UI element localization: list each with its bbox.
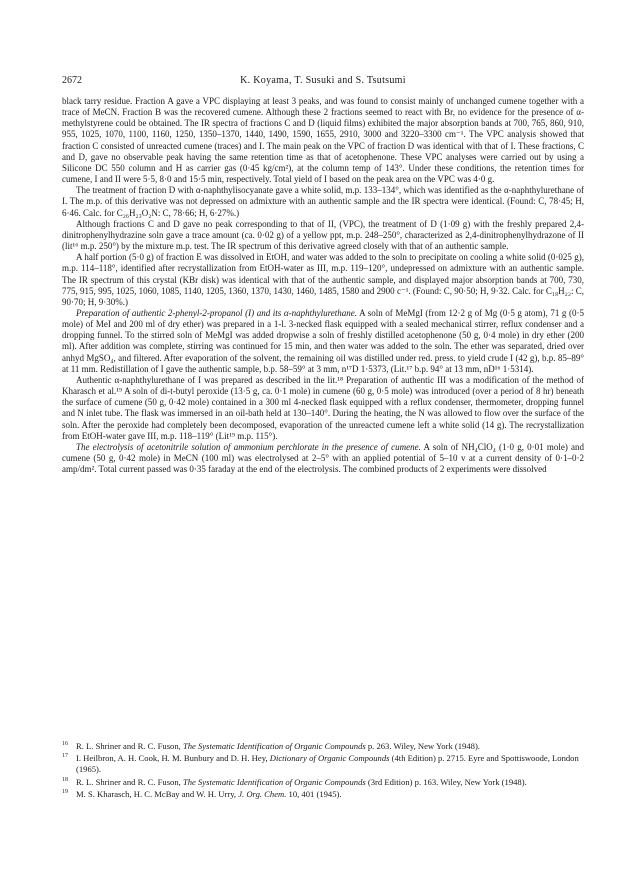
footnote-mark: 16 (62, 741, 68, 747)
page-header (62, 74, 584, 88)
paragraph: Preparation of authentic 2-phenyl-2-propanol (I) and its α-naphthylurethane. A soln of MeMgI (from 12·2 g of Mg (0·5 g atom), 71 g (0·5 mole) of MeI and 200 ml of dry ether) was prepared in a 1-l. 3-necked flask equipped with a sealed mechanical stirrer, reflux condenser and a dropping funnel. To the stirred soln of MeMgI was added dropwise a soln of freshly distilled acetophenone (50 g, 0·4 mole) in dry ether (200 ml). After addition was complete, stirring was continued for 15 min, and then water was added to the soln. The ether was separated, dried over anhyd MgSO₄, and filtered. After evaporation of the solvent, the remaining oil was distilled under red. press. to yield crude I (42 g), b.p. 85–89° at 11 mm. Redistillation of I gave the authentic sample, b.p. 58–59° at 3 mm, n¹⁷D 1·5373, (Lit.¹⁷ b.p. 94° at 13 mm, nD¹⁶ 1·5314). (62, 307, 584, 374)
footnote: 19 M. S. Kharasch, H. C. McBay and W. H. Urry, J. Org. Chem. 10, 401 (1945). (62, 788, 342, 799)
article-body (62, 96, 584, 475)
paragraph: The treatment of fraction D with α-naphthylisocyanate gave a white solid, m.p. 133–134°, which was identified as the α-naphthylurethane of I. The m.p. of this derivative was not depressed on admixture with an authentic sample and the IR spectra were identical. (Found: C, 78·45; H, 6·46. Calc. for C₂₆H₂₃O₂N: C, 78·66; H, 6·27%.) (62, 185, 584, 218)
paragraph: black tarry residue. Fraction A gave a VPC displaying at least 3 peaks, and was found to consist mainly of unchanged cumene together with a trace of MeCN. Fraction B was the recovered cumene. Although these 2 fractions seemed to react with Br, no evidence for the presence of α-methylstyrene could be obtained. The IR spectra of fractions C and D (liquid films) exhibited the major absorption bands at 700, 765, 860, 910, 955, 1025, 1070, 1100, 1160, 1250, 1350–1370, 1440, 1490, 1590, 1655, 2910, 3000 and 3220–3300 cm⁻¹. The VPC analysis showed that fraction C consisted of unreacted cumene (traces) and I. The main peak on the VPC of fraction D was identical with that of I. These fractions, C and D, gave no observable peak having the same retention time as that of acetophenone. These VPC analyses were carried out by using a Silicone DC 550 column and H as carrier gas (0·45 kg/cm²), at the column temp of 143°. Under these conditions, the retention times for cumene, I and II were 5·5, 8·0 and 15·5 min, respectively. Total yield of I based on the peak area on the VPC was 4·0 g. (62, 96, 584, 185)
page-number: 2672 (62, 75, 82, 86)
footnote-mark: 18 (62, 776, 68, 783)
running-head-authors: K. Koyama, T. Susuki and S. Tsutsumi (240, 75, 406, 86)
paragraph: The electrolysis of acetonitrile solution of ammonium perchlorate in the presence of cumene. A soln of NH₄ClO₄ (1·0 g, 0·01 mole) and cumene (50 g, 0·42 mole) in MeCN (100 ml) was electrolysed at 2–5° with an applied potential of 5–10 v at a current density of 0·1–0·2 amp/dm². Total current passed was 0·35 faraday at the end of the electrolysis. The combined products of 2 experiments were dissolved (62, 441, 584, 475)
run-in-heading: Preparation of authentic 2-phenyl-2-propanol (I) and its α-naphthylurethane. (76, 307, 358, 318)
footnote-mark: 19 (62, 788, 68, 795)
run-in-heading: The electrolysis of acetonitrile solution of ammonium perchlorate in the presence of cumene. (76, 441, 421, 452)
book-title: The Systematic Identification of Organic Compounds (182, 776, 366, 787)
journal-title: J. Org. Chem. (238, 788, 287, 799)
footnote: 17 I. Heilbron, A. H. Cook, H. M. Bunbury and D. H. Hey, Dictionary of Organic Compounds (4th Edition) p. 2715. Eyre and Spottiswoode, London (1965). (62, 753, 579, 775)
footnote: 16 R. L. Shriner and R. C. Fuson, The Systematic Identification of Organic Compounds p. 263. Wiley, New York (1948). (62, 741, 480, 751)
footnote-mark: 17 (62, 753, 68, 760)
footnotes (62, 741, 584, 801)
book-title: The Systematic Identification of Organic Compounds (182, 741, 366, 751)
paragraph: Authentic α-naphthylurethane of I was prepared as described in the lit.¹⁸ Preparation of authentic III was a modification of the method of Kharasch et al.¹⁹ A soln of di-t-butyl peroxide (13·5 g, ca. 0·1 mole) in cumene (60 g, 0·5 mole) was introduced (over a period of 8 hr) beneath the surface of cumene (50 g, 0·42 mole) contained in a 300 ml 4-necked flask equipped with a reflux condenser, thermometer, dropping funnel and N inlet tube. The flask was immersed in an oil-bath held at 130–140°. During the heating, the N was allowed to flow over the surface of the soln. After the peroxide had completely been decomposed, evaporation of the unreacted cumene left a white solid (14 g). The recrystallization from EtOH-water gave III, m.p. 118–119° (Lit¹⁹ m.p. 115°). (62, 374, 584, 441)
journal-page (62, 0, 584, 892)
paragraph: Although fractions C and D gave no peak corresponding to that of II, (VPC), the treatment of D (1·09 g) with the freshly prepared 2,4-dinitrophenylhydrazine soln gave a trace amount (ca. 0·02 g) of a yellow ppt, m.p. 248–250°, characterized as 2,4-dinitrophenylhydrazone of II (lit¹⁶ m.p. 250°) by the mixture m.p. test. The IR spectrum of this derivative agreed closely with that of an authentic sample. (62, 218, 584, 252)
book-title: Dictionary of Organic Compounds (269, 753, 390, 764)
footnote: 18 R. L. Shriner and R. C. Fuson, The Systematic Identification of Organic Compounds (3rd Edition) p. 163. Wiley, New York (1948). (62, 776, 527, 787)
paragraph: A half portion (5·0 g) of fraction E was dissolved in EtOH, and water was added to the soln to precipitate on cooling a white solid (0·025 g), m.p. 114–118°, identified after recrystallization from EtOH-water as III, m.p. 119–120°, undepressed on admixture with an authentic sample. The IR spectrum of this crystal (KBr disk) was identical with that of the authentic sample, and displayed major absorption bands at 700, 730, 775, 915, 995, 1025, 1060, 1085, 1140, 1205, 1360, 1370, 1430, 1460, 1485, 1580 and 2900 c⁻¹. (Found: C, 90·50; H, 9·32. Calc. for C₁₈H₂₂: C, 90·70; H, 9·30%.) (62, 252, 584, 307)
